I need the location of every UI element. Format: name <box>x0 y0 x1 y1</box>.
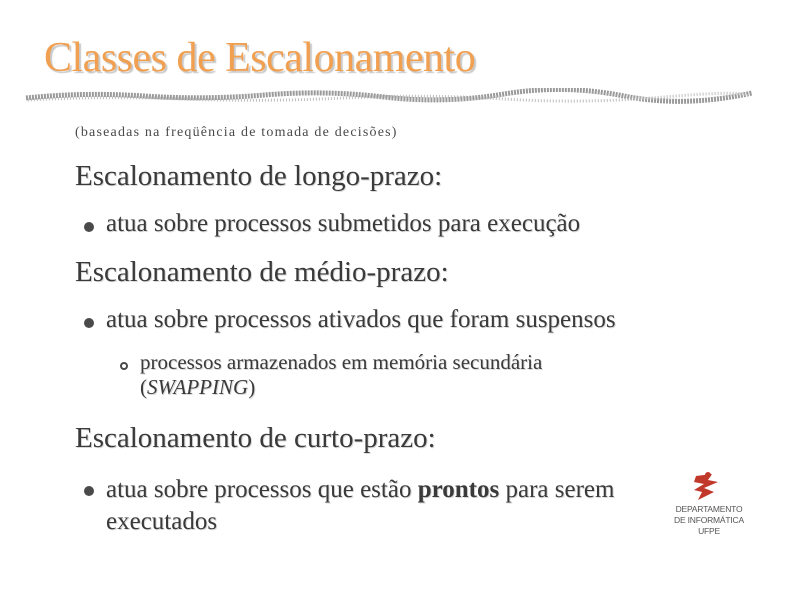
bullet-short-bold: prontos <box>417 476 500 503</box>
bullet-short-before: atua sobre processos que estão <box>106 476 418 503</box>
logo-line-2: DE INFORMÁTICA <box>674 515 744 525</box>
bullet-medium-term: atua sobre processos ativados que foram suspensos <box>106 306 616 333</box>
bullet-short-after: para serem <box>499 476 615 503</box>
heading-short-term: Escalonamento de curto-prazo: <box>75 422 436 454</box>
swapping-term: SWAPPING <box>147 375 249 399</box>
bullet-short-line2: executados <box>106 508 218 535</box>
bullet-dot-icon <box>84 318 94 328</box>
department-logo <box>668 470 750 542</box>
logo-mark-icon <box>668 470 750 504</box>
bullet-long-term: atua sobre processos submetidos para execução <box>106 210 581 237</box>
sub-bullet-medium-term <box>140 350 542 400</box>
bullet-dot-icon <box>84 486 94 496</box>
logo-line-1: DEPARTAMENTO <box>675 504 743 514</box>
sub-bullet-circle-icon <box>120 362 128 370</box>
slide-subtitle: (baseadas na freqüência de tomada de decisões) <box>75 125 398 140</box>
sub-bullet-line1: processos armazenados em memória secundária <box>140 350 543 374</box>
page-title: Classes de Escalonamento <box>44 35 476 81</box>
logo-line-3: UFPE <box>698 526 720 536</box>
sub-bullet-close-paren: ) <box>248 375 256 399</box>
title-underline-brush <box>24 88 754 104</box>
sub-bullet-open-paren: ( <box>140 375 147 399</box>
heading-medium-term: Escalonamento de médio-prazo: <box>75 256 449 288</box>
heading-long-term: Escalonamento de longo-prazo: <box>75 160 443 192</box>
bullet-dot-icon <box>84 222 94 232</box>
bullet-short-term <box>106 474 614 538</box>
